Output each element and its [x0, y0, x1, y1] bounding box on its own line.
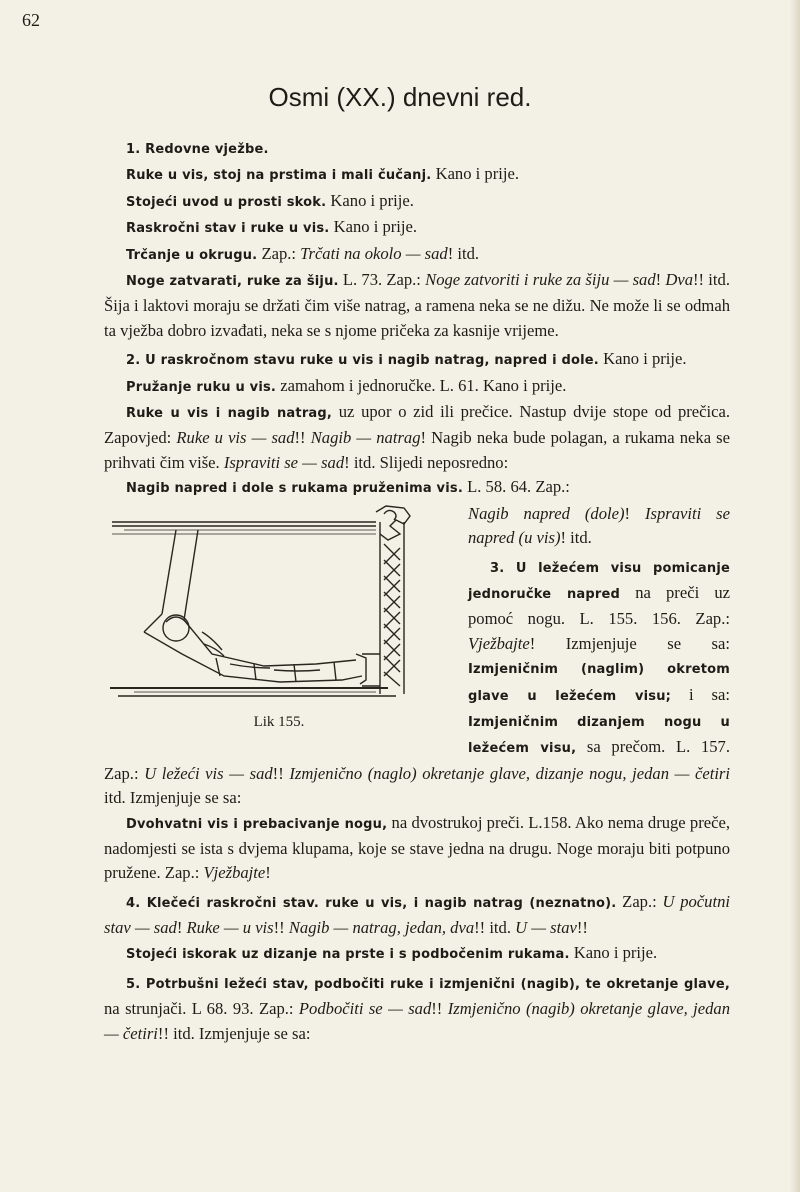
- paragraph: Ruke u vis, stoj na prstima i mali čučanj. Kano i prije.: [126, 164, 519, 184]
- paragraph: Trčanje u okrugu. Zap.: Trčati na okolo — sad! itd.: [126, 243, 480, 263]
- paragraph: Ruke u vis i nagib natrag, uz upor o zid ili prečice. Nastup dvije stope od prečica. Zapovjed: Ruke u vis — sad!! Nagib — natrag! Nagib neka bude polagan, a rukama neka se prihvati čim više. Ispraviti se — sad! itd. Slijedi neposredno:: [104, 402, 730, 472]
- paragraph: Pružanje ruku u vis. zamahom i jednoručke. L. 61. Kano i prije.: [126, 375, 567, 395]
- paragraph: Dvohvatni vis i prebacivanje nogu, na dvostrukoj preči. L.158. Ako nema druge preče, nadomjesti se ista s dvjema klupama, koje se stave jedna na drugu. Noge moraju biti potpuno pružene. Zap.: Vježbajte!: [104, 812, 730, 883]
- section-4-paragraph: 4. Klečeći raskročni stav. ruke u vis, i nagib natrag (neznatno). Zap.: U počutni stav — sad! Ruke — u vis!! Nagib — natrag, jedan, dva!! itd. U — stav!!: [104, 891, 730, 938]
- paragraph: Stojeći uvod u prosti skok. Kano i prije.: [126, 190, 414, 210]
- section-3-paragraph: 3. U ležećem visu pomicanje jednoručke napred na preči uz pomoć nogu. L. 155. 156. Zap.: Vježbajte! Izmjenjuje se sa: Izmjeničnim (naglim) okretom glave u ležećem visu; i sa: Izmjeničnim dizanjem nogu u ležećem visu, sa prečom. L. 157. Zap.: U ležeći vis — sad!! Izmjenično (naglo) okretanje glave, dizanje nogu, jedan — četiri itd. Izmjenjuje se sa:: [104, 560, 730, 808]
- paragraph: Stojeći iskorak uz dizanje na prste i s podbočenim rukama. Kano i prije.: [126, 942, 658, 962]
- figure-illustration: [104, 504, 454, 704]
- figure-caption: Lik 155.: [253, 713, 305, 730]
- section-2-heading: 2. U raskročnom stavu ruke u vis i nagib natrag, napred i dole. Kano i prije.: [126, 349, 687, 369]
- page-edge-shadow: [790, 0, 800, 1192]
- figure: [104, 504, 454, 736]
- page-body: [104, 136, 730, 1046]
- paragraph: Noge zatvarati, ruke za šiju. L. 73. Zap.: Noge zatvoriti i ruke za šiju — sad! Dva!! itd. Šija i laktovi moraju se držati čim više natrag, a ramena neka se ne dižu. Ne može li se odmah ta vježba dobro izvađati, neka se s njome pričeka za kasnije vrijeme.: [104, 270, 730, 340]
- paragraph: Raskročni stav i ruke u vis. Kano i prije.: [126, 217, 418, 237]
- paragraph: Nagib napred (dole)! Ispraviti se napred (u vis)! itd.: [468, 503, 730, 548]
- section-5-paragraph: 5. Potrbušni ležeći stav, podbočiti ruke i izmjenični (nagib), te okretanje glave, na strunjači. L 68. 93. Zap.: Podbočiti se — sad!! Izmjenično (nagib) okretanje glave, jedan — četiri!! itd. Izmjenjuje se sa:: [104, 977, 731, 1043]
- paragraph: Nagib napred i dole s rukama pruženima vis. L. 58. 64. Zap.:: [126, 477, 570, 497]
- page-title: Osmi (XX.) dnevni red.: [268, 82, 532, 112]
- page-number: 62: [22, 10, 40, 30]
- section-1-heading: 1. Redovne vježbe.: [126, 142, 269, 157]
